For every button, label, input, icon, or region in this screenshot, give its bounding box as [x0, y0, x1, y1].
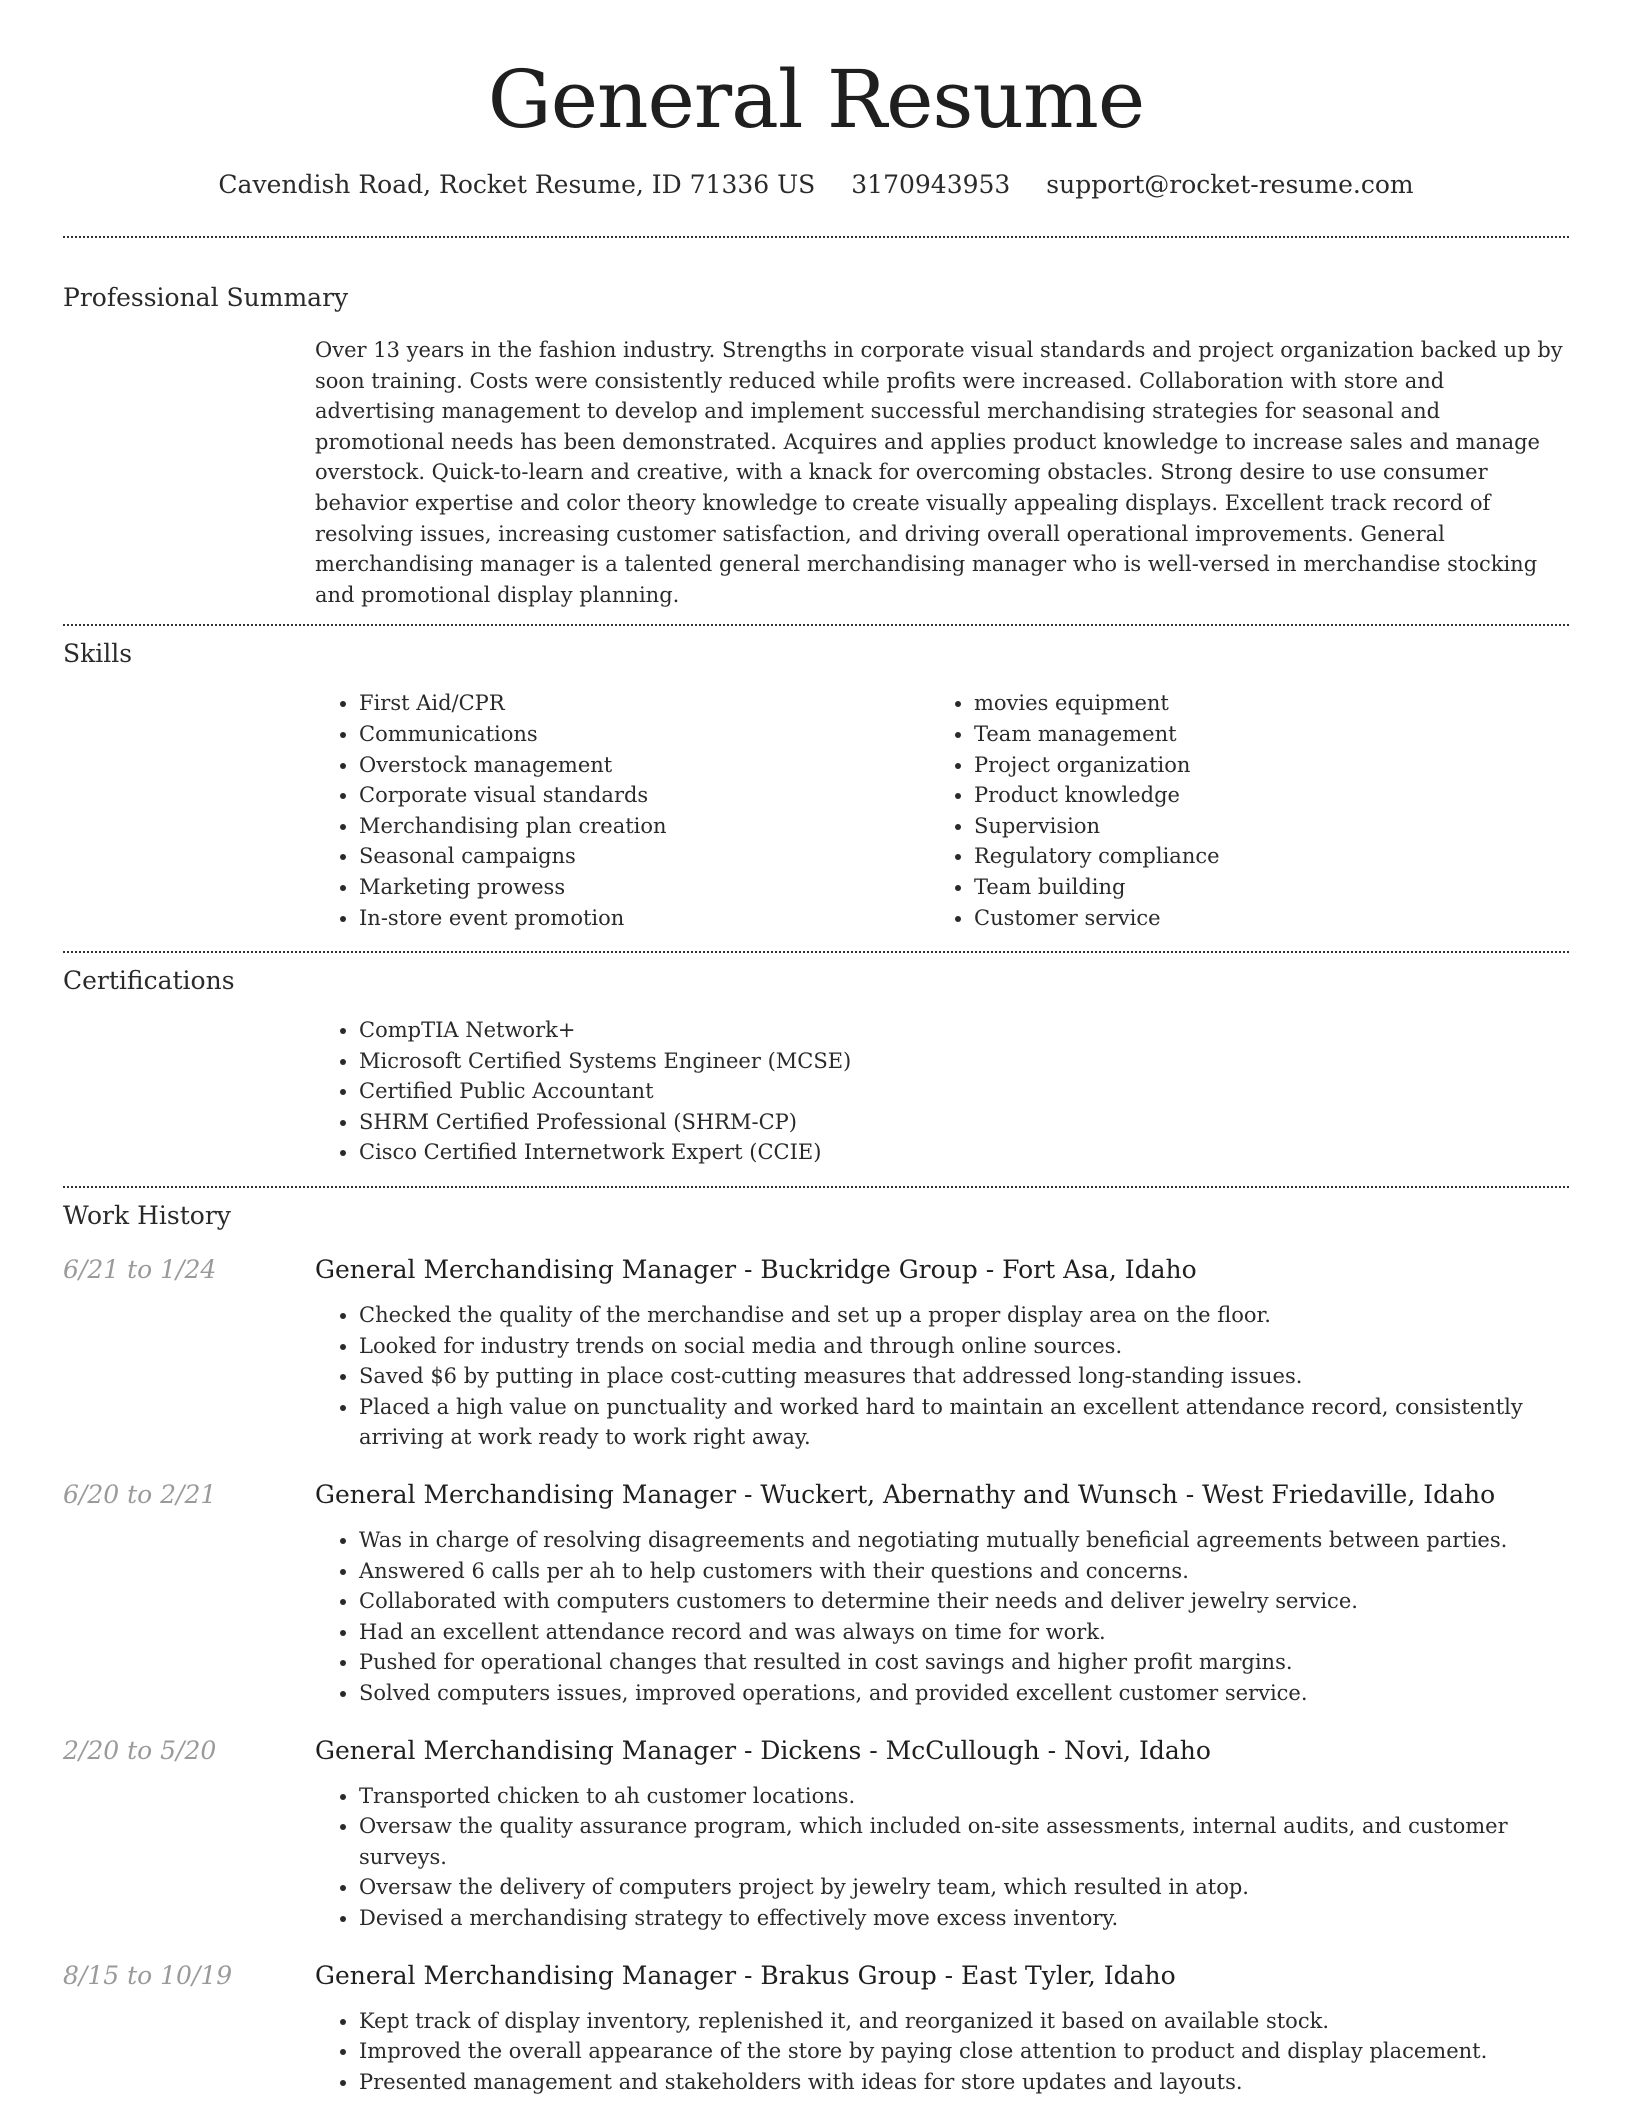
job-dates: 8/15 to 10/19 — [63, 1960, 233, 1990]
skills-column-right — [930, 688, 1545, 933]
job-bullet: • Was in charge of resolving disagreements and negotiating mutually beneficial agreements between parties. — [359, 1525, 1569, 1556]
job-entry — [63, 1735, 1569, 1934]
skills-heading: Skills — [63, 639, 133, 669]
certification-item: • CompTIA Network+ — [359, 1015, 1569, 1046]
summary-heading: Professional Summary — [63, 283, 349, 312]
skill-item: • movies equipment — [974, 688, 1545, 719]
job-title: General Merchandising Manager - Buckridge Group - Fort Asa, Idaho — [315, 1255, 1197, 1285]
job-bullet: • Pushed for operational changes that resulted in cost savings and higher profit margins. — [359, 1647, 1569, 1678]
job-bullet: • Had an excellent attendance record and was always on time for work. — [359, 1617, 1569, 1648]
job-entry — [63, 1479, 1569, 1709]
job-bullets-wrap — [315, 2006, 1569, 2098]
job-header — [63, 1479, 1569, 1511]
skill-item: • Supervision — [974, 811, 1545, 842]
skill-item: • Corporate visual standards — [359, 780, 930, 811]
job-bullet: • Looked for industry trends on social media and through online sources. — [359, 1331, 1569, 1362]
skills-list-left — [315, 688, 930, 933]
skills-section — [63, 638, 1569, 933]
skill-item: • In-store event promotion — [359, 903, 930, 934]
divider — [63, 951, 1569, 953]
job-bullet: • Oversaw the quality assurance program, which included on-site assessments, internal audits, and customer surveys. — [359, 1811, 1569, 1872]
job-bullet: • Answered 6 calls per ah to help customers with their questions and concerns. — [359, 1556, 1569, 1587]
skill-item: • Communications — [359, 719, 930, 750]
job-header — [63, 1960, 1569, 1992]
work-history-heading: Work History — [63, 1201, 231, 1231]
job-bullet: • Kept track of display inventory, replenished it, and reorganized it based on available stock. — [359, 2006, 1569, 2037]
job-bullet: • Transported chicken to ah customer locations. — [359, 1781, 1569, 1812]
job-header — [63, 1254, 1569, 1286]
divider — [63, 1186, 1569, 1188]
summary-section — [63, 282, 1569, 610]
job-title: General Merchandising Manager - Dickens - McCullough - Novi, Idaho — [315, 1735, 1211, 1765]
job-dates: 6/20 to 2/21 — [63, 1480, 217, 1510]
certification-item: • SHRM Certified Professional (SHRM-CP) — [359, 1107, 1569, 1138]
job-bullets — [315, 2006, 1569, 2098]
job-bullets — [315, 1781, 1569, 1934]
job-entry — [63, 1254, 1569, 1453]
job-title: General Merchandising Manager - Brakus Group - East Tyler, Idaho — [315, 1960, 1176, 1990]
job-header — [63, 1735, 1569, 1767]
skill-item: • Regulatory compliance — [974, 841, 1545, 872]
job-bullets-wrap — [315, 1781, 1569, 1934]
contact-line — [63, 168, 1569, 202]
certification-item: • Microsoft Certified Systems Engineer (MCSE) — [359, 1046, 1569, 1077]
skill-item: • Project organization — [974, 750, 1545, 781]
skill-item: • Product knowledge — [974, 780, 1545, 811]
skill-item: • Marketing prowess — [359, 872, 930, 903]
certifications-section — [63, 965, 1569, 1168]
skill-item: • First Aid/CPR — [359, 688, 930, 719]
work-history-section — [63, 1200, 1569, 2097]
skill-item: • Merchandising plan creation — [359, 811, 930, 842]
divider — [63, 236, 1569, 238]
job-bullet: • Collaborated with computers customers to determine their needs and deliver jewelry service. — [359, 1586, 1569, 1617]
contact-email: support@rocket-resume.com — [1046, 170, 1414, 199]
job-bullets — [315, 1525, 1569, 1709]
job-bullets-wrap — [315, 1525, 1569, 1709]
job-bullet: • Placed a high value on punctuality and worked hard to maintain an excellent attendance record, consistently arriving at work ready to work right away. — [359, 1392, 1569, 1453]
certification-item: • Cisco Certified Internetwork Expert (CCIE) — [359, 1137, 1569, 1168]
skill-item: • Customer service — [974, 903, 1545, 934]
job-entry — [63, 1960, 1569, 2098]
skill-item: • Team building — [974, 872, 1545, 903]
skills-columns — [315, 688, 1569, 933]
job-bullet: • Solved computers issues, improved operations, and provided excellent customer service. — [359, 1678, 1569, 1709]
skills-column-left — [315, 688, 930, 933]
contact-phone: 3170943953 — [851, 170, 1011, 199]
job-bullet: • Oversaw the delivery of computers project by jewelry team, which resulted in atop. — [359, 1872, 1569, 1903]
divider — [63, 624, 1569, 626]
job-bullets — [315, 1300, 1569, 1453]
job-dates: 6/21 to 1/24 — [63, 1255, 217, 1285]
job-bullet: • Saved $6 by putting in place cost-cutting measures that addressed long-standing issues. — [359, 1361, 1569, 1392]
skills-list-right — [930, 688, 1545, 933]
job-bullet: • Checked the quality of the merchandise and set up a proper display area on the floor. — [359, 1300, 1569, 1331]
certifications-heading: Certifications — [63, 966, 235, 996]
job-bullet: • Presented management and stakeholders with ideas for store updates and layouts. — [359, 2067, 1569, 2098]
contact-address: Cavendish Road, Rocket Resume, ID 71336 US — [218, 170, 816, 199]
certifications-list-wrap — [315, 1015, 1569, 1168]
skill-item: • Seasonal campaigns — [359, 841, 930, 872]
summary-text: Over 13 years in the fashion industry. Strengths in corporate visual standards and project organization backed up by soon training. Costs were consistently reduced while profits were increased. Collaboration with store and advertising management to develop and implement successful merchandising strategies for seasonal and promotional needs has been demonstrated. Acquires and applies product knowledge to increase sales and manage overstock. Quick-to-learn and creative, with a knack for overcoming obstacles. Strong desire to use consumer behavior expertise and color theory knowledge to create visually appealing displays. Excellent track record of resolving issues, increasing customer satisfaction, and driving overall operational improvements. General merchandising manager is a talented general merchandising manager who is well-versed in merchandise stocking and promotional display planning. — [315, 338, 1563, 607]
job-bullets-wrap — [315, 1300, 1569, 1453]
skill-item: • Overstock management — [359, 750, 930, 781]
certification-item: • Certified Public Accountant — [359, 1076, 1569, 1107]
resume-name: General Resume — [487, 53, 1145, 146]
job-dates: 2/20 to 5/20 — [63, 1735, 217, 1765]
job-bullet: • Devised a merchandising strategy to effectively move excess inventory. — [359, 1903, 1569, 1934]
skill-item: • Team management — [974, 719, 1545, 750]
certifications-list — [315, 1015, 1569, 1168]
job-bullet: • Improved the overall appearance of the store by paying close attention to product and display placement. — [359, 2036, 1569, 2067]
job-title: General Merchandising Manager - Wuckert, Abernathy and Wunsch - West Friedaville, Idaho — [315, 1480, 1496, 1510]
